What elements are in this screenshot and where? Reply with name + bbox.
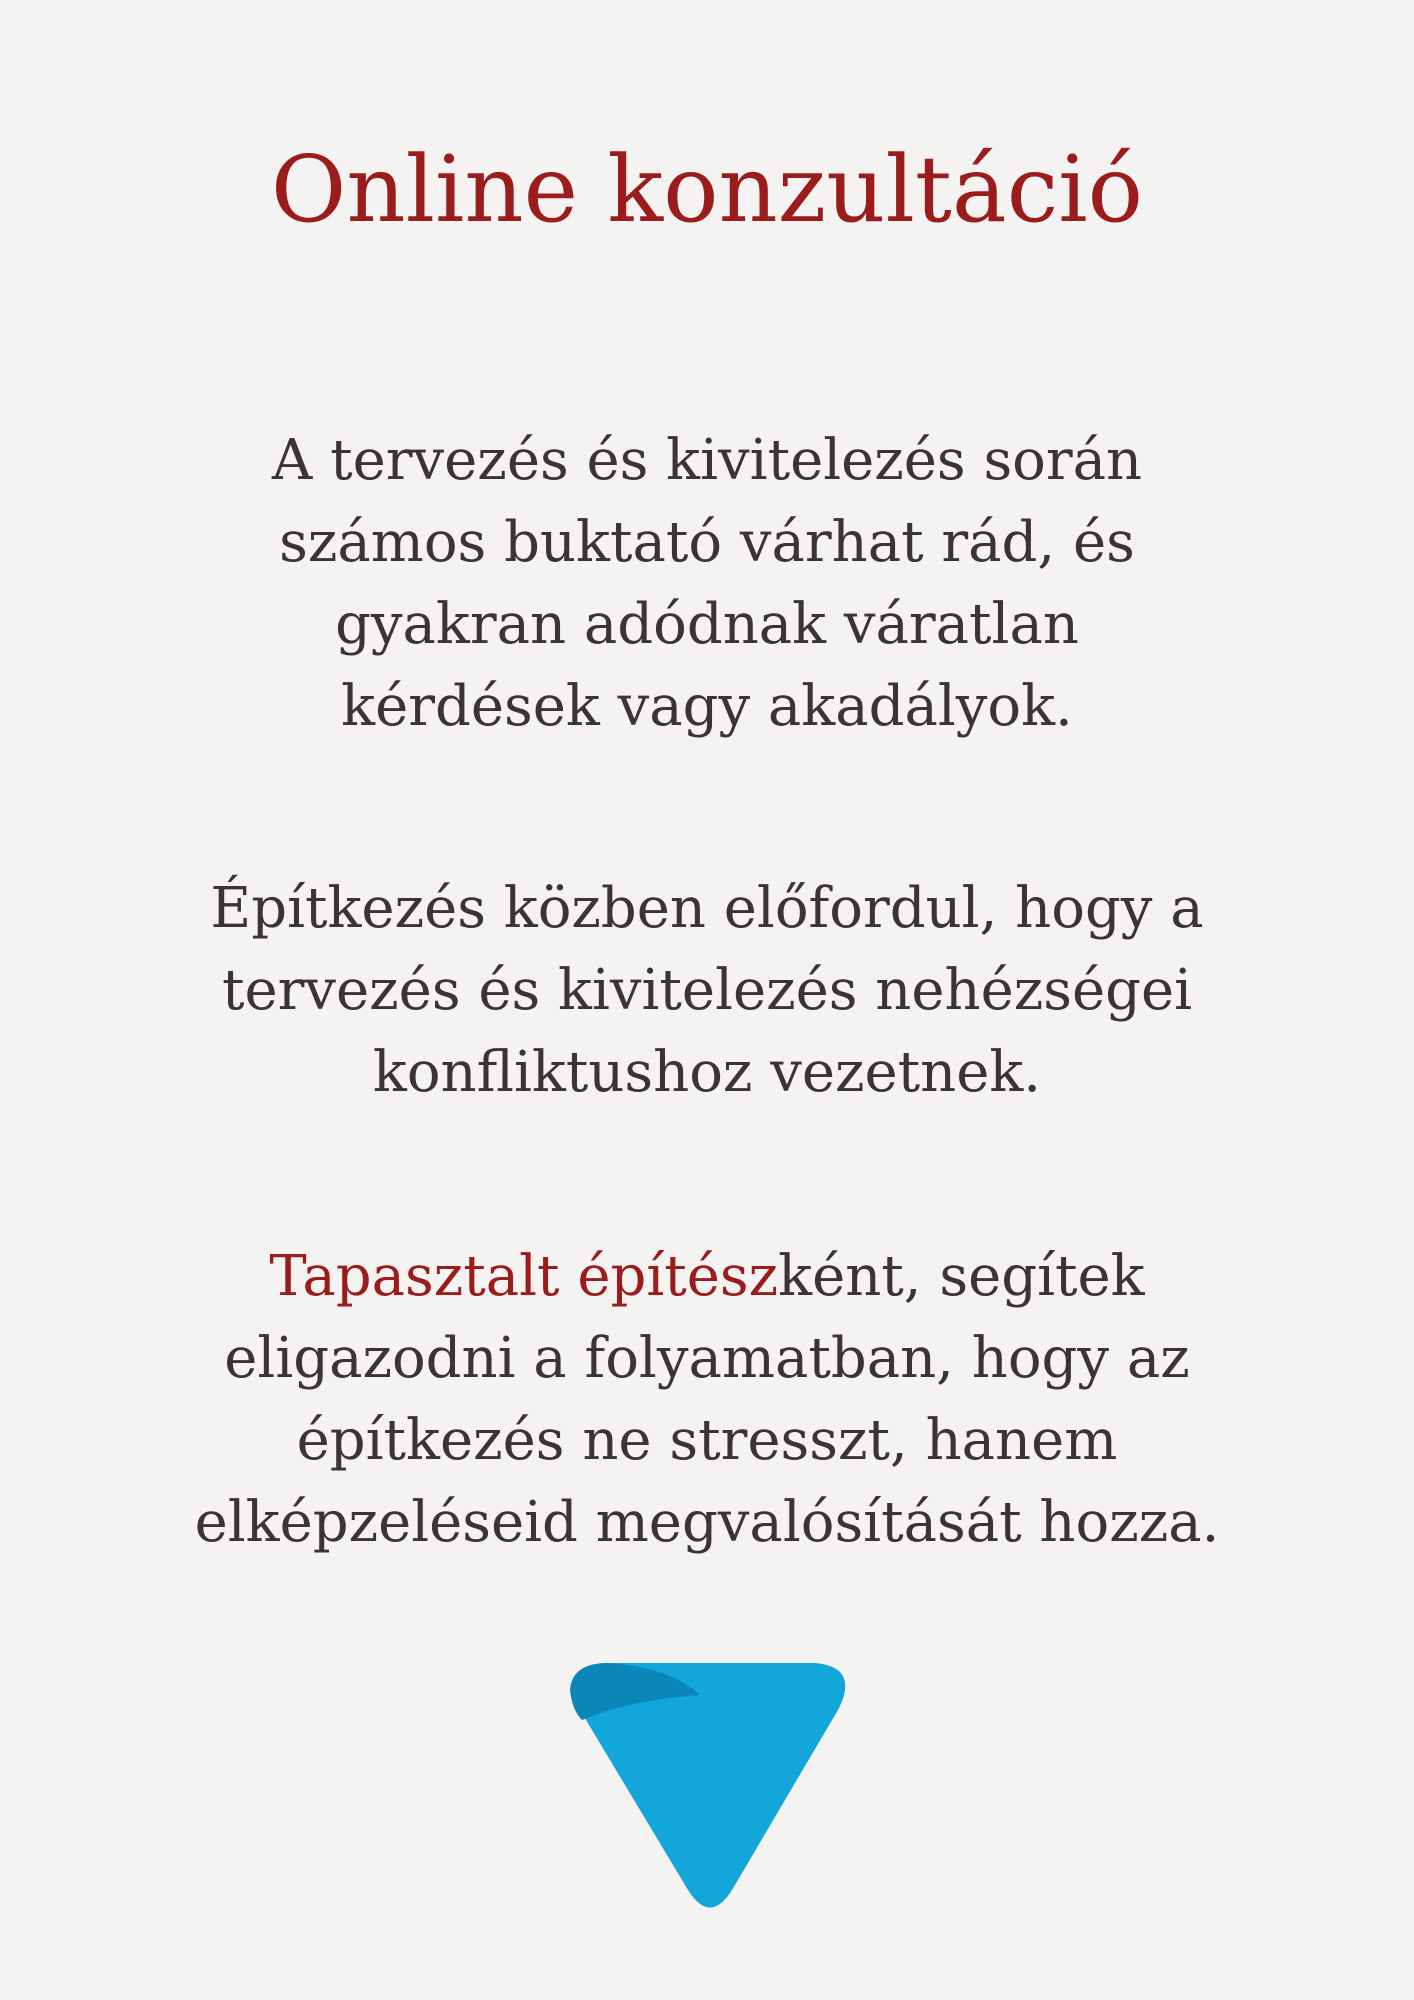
conflict-line-1: Építkezés közben előfordul, hogy a [210, 876, 1204, 941]
offer-line-4: elképzeléseid megvalósítását hozza. [194, 1490, 1220, 1555]
offer-line-1-rest: ként, segítek [778, 1244, 1145, 1309]
offer-line-1 [50, 1236, 1364, 1318]
conflict-line-2: tervezés és kivitelezés nehézségei [221, 958, 1193, 1023]
offer-line-3: építkezés ne stresszt, hanem [296, 1408, 1118, 1473]
conflict-paragraph [50, 868, 1364, 1114]
page-title: Online konzultáció [270, 136, 1144, 243]
offer-paragraph [50, 1236, 1364, 1564]
intro-line-1: A tervezés és kivitelezés során [271, 428, 1143, 493]
blue-triangle-logo-icon [560, 1655, 860, 1915]
intro-paragraph [50, 420, 1364, 748]
intro-line-3: gyakran adódnak váratlan [335, 592, 1079, 657]
offer-highlight: Tapasztalt építész [269, 1244, 779, 1309]
intro-line-2: számos buktató várhat rád, és [279, 510, 1135, 575]
conflict-line-3: konfliktushoz vezetnek. [372, 1040, 1042, 1105]
intro-line-4: kérdések vagy akadályok. [341, 674, 1073, 739]
offer-line-2: eligazodni a folyamatban, hogy az [224, 1326, 1190, 1391]
